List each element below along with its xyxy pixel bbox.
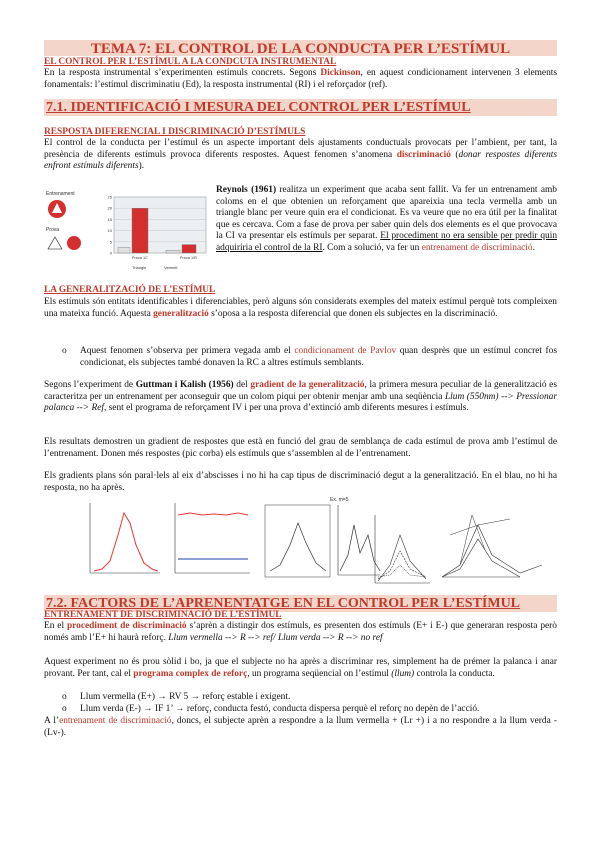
label-entrenament: Entrenament xyxy=(46,191,75,197)
y-tick-label: 20 xyxy=(107,205,112,211)
intro-author: Dickinson xyxy=(320,68,361,78)
legend-2: Vermell xyxy=(164,265,178,270)
conclusion-paragraph xyxy=(44,716,557,739)
s72-p1-text-a: En el xyxy=(44,621,67,631)
bar-2a xyxy=(166,250,180,253)
section-7-2-heading: 7.2. FACTORS DE L’APRENENTATGE EN EL CONTROL PER L’ESTÍMUL xyxy=(44,595,557,612)
chart-note: Ex. m=5 xyxy=(330,497,349,503)
p3-name: Guttman i Kalish (1956) xyxy=(135,380,234,390)
gradient-chart-two-peaks xyxy=(330,497,380,575)
bar-1b xyxy=(132,208,148,253)
reynols-underlined: El procediment no era sensible per predir quin adquiriria el control de la RI xyxy=(216,231,558,253)
s72-p3-term: entrenament de discriminació xyxy=(59,716,172,726)
bullet1-text-a: Aquest fenomen s’observa per primera vegada amb el xyxy=(80,346,295,356)
gradient-chart-3d xyxy=(442,515,542,577)
generalization-paragraph xyxy=(44,297,557,320)
reynols-text: realitza un experiment que acaba sent fallit. Va fer un entrenament amb coloms en el que obtenien un reforçament que apareixia una tecla vermella amb un triangle blanc per veure quin era el condicionat. Es va veure que no era útil per la finalitat que es cercava. Com a fase de prova per saber quin dels dos elements es el que provocava la CI va presentar els estímuls per separat. xyxy=(216,185,557,242)
x-tick-label: Prova 1C xyxy=(132,256,148,260)
p3-text-a: Segons l’experiment de xyxy=(44,380,136,390)
bars-group xyxy=(108,195,206,261)
p3-text-c: , la primera mesura peculiar de la generalització es caracteritza per un entrenament per aconseguir que un colom piqui per obtenir menjar amb una seqüència xyxy=(44,380,557,402)
y-tick-label: 25 xyxy=(107,194,112,200)
gradients-figure-row xyxy=(80,495,550,590)
p3-term: gradient de la generalització xyxy=(250,380,365,390)
triangle-outline-icon xyxy=(48,237,62,249)
bullet1-text-b: quan desprès que un estímul concret fos condicionat, els subjectes també donaven la RC a altres estímuls semblants. xyxy=(80,346,557,368)
red-circle-icon xyxy=(67,236,81,250)
reynols-end: . xyxy=(532,242,535,253)
legend-1: Triangle xyxy=(132,265,147,270)
y-tick-label: 5 xyxy=(109,239,112,245)
reynols-figure xyxy=(44,185,210,275)
title-bar xyxy=(44,40,557,56)
gradient-chart-peak xyxy=(90,503,160,573)
gradients-figures xyxy=(80,495,550,590)
s72-p2-text-b: , un programa seqüencial on l’estímul xyxy=(247,668,392,679)
procedure-paragraph xyxy=(44,621,557,644)
p2-term: generalització xyxy=(153,308,209,319)
bullet-marker-1: o xyxy=(62,346,67,356)
intro-text-b: , en aquest condicionament intervenen 3 elements fonamentals: l’estímul discriminatiu (Ed), la resposta instrumental (RI) i el reforçador (ref). xyxy=(44,68,558,90)
intro-text-a: En la resposta instrumental s’experimenten estímuls concrets. Segons xyxy=(44,68,321,78)
s72-p2-italic: (llum) xyxy=(391,668,415,679)
reynols-text2: . Com a solució, va fer un xyxy=(322,242,422,253)
bullet-green-light: Llum verda (E-) → IF 1’ → reforç, conducta festó, conducta dispersa perquè el reforç no depèn de l’acció. xyxy=(80,704,480,714)
reynols-chart xyxy=(44,185,210,275)
pavlov-bullet xyxy=(80,346,557,369)
sub-generalization-heading: LA GENERALITZACIÓ DE L’ESTÍMUL xyxy=(44,285,216,295)
p1-text-b: ( xyxy=(450,149,459,160)
s72-p2-term: programa complex de reforç xyxy=(133,668,248,679)
s72-p1-text-b: s’aprèn a distingir dos estímuls, es presenten dos estímuls (E+ i E-) que generaran resposta però només amb l’E+ hi haurà reforç. xyxy=(44,621,557,643)
p2-text-b: s’oposa a la resposta diferencial que donen els subjectes en la discriminació. xyxy=(208,308,498,319)
bullet-red-light: Llum vermella (E+) → RV 5 → reforç estable i exigent. xyxy=(80,692,291,702)
gradient-chart-flat xyxy=(175,503,250,573)
gradient-chart-framed xyxy=(265,505,330,577)
p3-italic: Llum (550nm) --> Pressionar palanca --> Ref xyxy=(44,391,557,414)
s72-p1-italic: Llum vermella --> R --> ref/ Llum verda --> R --> no ref xyxy=(168,632,383,643)
y-tick-label: 15 xyxy=(107,216,112,222)
s72-p2-text-a: Aquest experiment no és prou sòlid i bo, ja que el subjecte no ha après a discriminar res, simplement ha de prémer la palanca i anar provant. Per tant, cal el xyxy=(44,657,557,679)
p3-text-b: del xyxy=(233,380,251,390)
section-7-1-heading: 7.1. IDENTIFICACIÓ I MESURA DEL CONTROL PER L’ESTÍMUL xyxy=(44,99,557,116)
s72-p3-text-a: A l’ xyxy=(44,716,60,726)
p1-text-c: ). xyxy=(138,161,145,172)
p1-italic: donar respostes diferents enfront estímuls diferents xyxy=(44,149,558,172)
sub-discrimination-heading: RESPOSTA DIFERENCIAL I DISCRIMINACIÓ D’ESTÍMULS xyxy=(44,127,306,137)
p3-text-d: , sent el programa de reforçament IV i per una prova d’extinció amb diferents mesures i estímuls. xyxy=(103,403,469,414)
reynols-name: Reynols (1961) xyxy=(216,185,277,195)
s72-p1-term: procediment de discriminació xyxy=(66,621,187,631)
guttman-paragraph xyxy=(44,380,557,415)
bullet-marker-2: o xyxy=(62,692,67,702)
bullet-marker-3: o xyxy=(62,704,67,714)
p1-term: discriminació xyxy=(396,149,451,160)
intro-paragraph xyxy=(44,68,557,91)
reynols-term: entrenament de discriminació xyxy=(421,242,533,253)
discrimination-paragraph xyxy=(44,138,557,173)
s72-p2-text-c: controla la conducta. xyxy=(414,668,495,679)
s72-p3-text-b: , doncs, el subjecte aprèn a respondre a la llum vermella + (Lr +) i a no respondre a la llum verda - (Lv-). xyxy=(44,716,557,738)
bar-2b xyxy=(182,245,196,253)
label-prova: Prova xyxy=(46,227,60,233)
results-paragraph: Els resultats demostren un gradient de respostes que està en funció del grau de semblança de cada estímul de prova amb l’estímul de l’entrenament. Donen més respostes (pic corba) els estímuls que s’assemblen al de l’entrenament. xyxy=(44,437,557,459)
sub-discrimination-training-heading: ENTRENAMENT DE DISCRIMINACIÓ DE L’ESTÍMUL xyxy=(44,610,282,620)
intro-heading: EL CONTROL PER L’ESTÍMUL A LA CONDCUTA INSTRUMENTAL xyxy=(44,57,337,67)
page-title: TEMA 7: EL CONTROL DE LA CONDUCTA PER L’ESTÍMUL xyxy=(90,41,511,57)
bullet1-term: condicionament de Pavlov xyxy=(294,346,397,356)
p2-text-a: Els estímuls són entitats identificables i diferenciables, però alguns són considerats exemples del mateix estímul perquè tots compleixen una mateixa funció. Aquesta xyxy=(44,297,557,319)
reynols-paragraph xyxy=(216,185,557,255)
y-tick-label: 10 xyxy=(107,228,112,234)
y-tick-label: 0 xyxy=(109,250,112,256)
flat-gradients-paragraph: Els gradients plans són paral·lels al eix d’abscisses i no hi ha cap tipus de discriminació degut a la generalització. En el blau, no hi ha resposta, no ha après. xyxy=(44,471,557,493)
p1-text-a: El control de la conducta per l’estímul és un aspecte important dels ajustaments conductuals provocats per l’ambient, per tant, la presència de diferents estímuls provoca diferents respostes. Aquest fenomen s’anomena xyxy=(44,138,557,160)
x-tick-label: Prova 1/R xyxy=(180,256,197,260)
experiment-paragraph xyxy=(44,657,557,680)
gradient-chart-multi xyxy=(375,515,430,583)
bar-1a xyxy=(118,247,130,253)
